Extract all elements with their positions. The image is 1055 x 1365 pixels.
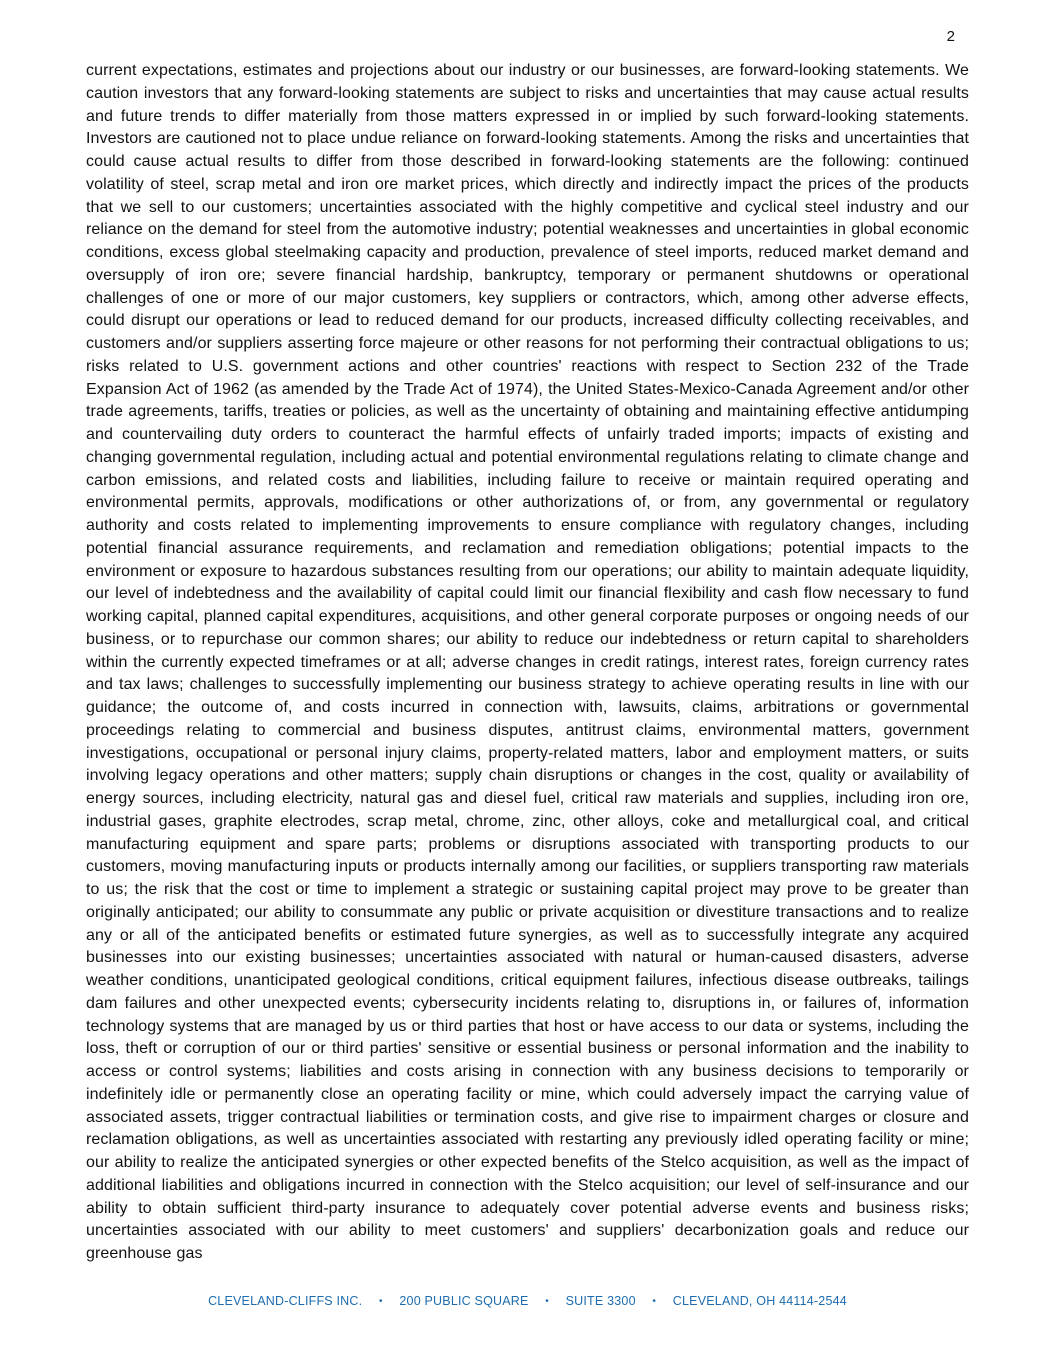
- footer-street-address: 200 PUBLIC SQUARE: [399, 1294, 529, 1308]
- footer-company-name: CLEVELAND-CLIFFS INC.: [208, 1294, 363, 1308]
- footer-suite: SUITE 3300: [565, 1294, 636, 1308]
- footer-bullet-separator: •: [545, 1296, 549, 1307]
- footer-city-state-zip: CLEVELAND, OH 44114-2544: [672, 1294, 847, 1308]
- page-number: 2: [946, 28, 955, 45]
- footer-bullet-separator: •: [379, 1296, 383, 1307]
- forward-looking-statements-paragraph: current expectations, estimates and projections about our industry or our businesses, are forward-looking statements. We caution investors that any forward-looking statements are subject to risks and uncertainties that may cause actual results and future trends to differ materially from those matters expressed in or implied by such forward-looking statements. Investors are cautioned not to place undue reliance on forward-looking statements. Among the risks and uncertainties that could cause actual results to differ from those described in forward-looking statements are the following: continued volatility of steel, scrap metal and iron ore market prices, which directly and indirectly impact the prices of the products that we sell to our customers; uncertainties associated with the highly competitive and cyclical steel industry and our reliance on the demand for steel from the automotive industry; potential weaknesses and uncertainties in global economic conditions, excess global steelmaking capacity and production, prevalence of steel imports, reduced market demand and oversupply of iron ore; severe financial hardship, bankruptcy, temporary or permanent shutdowns or operational challenges of one or more of our major customers, key suppliers or contractors, which, among other adverse effects, could disrupt our operations or lead to reduced demand for our products, increased difficulty collecting receivables, and customers and/or suppliers asserting force majeure or other reasons for not performing their contractual obligations to us; risks related to U.S. government actions and other countries' reactions with respect to Section 232 of the Trade Expansion Act of 1962 (as amended by the Trade Act of 1974), the United States-Mexico-Canada Agreement and/or other trade agreements, tariffs, treaties or policies, as well as the uncertainty of obtaining and maintaining effective antidumping and countervailing duty orders to counteract the harmful effects of unfairly traded imports; impacts of existing and changing governmental regulation, including actual and potential environmental regulations relating to climate change and carbon emissions, and related costs and liabilities, including failure to receive or maintain required operating and environmental permits, approvals, modifications or other authorizations of, or from, any governmental or regulatory authority and costs related to implementing improvements to ensure compliance with regulatory changes, including potential financial assurance requirements, and reclamation and remediation obligations; potential impacts to the environment or exposure to hazardous substances resulting from our operations; our ability to maintain adequate liquidity, our level of indebtedness and the availability of capital could limit our financial flexibility and cash flow necessary to fund working capital, planned capital expenditures, acquisitions, and other general corporate purposes or ongoing needs of our business, or to repurchase our common shares; our ability to reduce our indebtedness or return capital to shareholders within the currently expected timeframes or at all; adverse changes in credit ratings, interest rates, foreign currency rates and tax laws; challenges to successfully implementing our business strategy to achieve operating results in line with our guidance; the outcome of, and costs incurred in connection with, lawsuits, claims, arbitrations or governmental proceedings relating to commercial and business disputes, antitrust claims, environmental matters, government investigations, occupational or personal injury claims, property-related matters, labor and employment matters, or suits involving legacy operations and other matters; supply chain disruptions or changes in the cost, quality or availability of energy sources, including electricity, natural gas and diesel fuel, critical raw materials and supplies, including iron ore, industrial gases, graphite electrodes, scrap metal, chrome, zinc, other alloys, coke and metallurgical coal, and critical manufacturing equipment and spare parts; problems or disruptions associated with transporting products to our customers, moving manufacturing inputs or products internally among our facilities, or suppliers transporting raw materials to us; the risk that the cost or time to implement a strategic or sustaining capital project may prove to be greater than originally anticipated; our ability to consummate any public or private acquisition or divestiture transactions and to realize any or all of the anticipated benefits or estimated future synergies, as well as to successfully integrate any acquired businesses into our existing businesses; uncertainties associated with natural or human-caused disasters, adverse weather conditions, unanticipated geological conditions, critical equipment failures, infectious disease outbreaks, tailings dam failures and other unexpected events; cybersecurity incidents relating to, disruptions in, or failures of, information technology systems that are managed by us or third parties that host or have access to our data or systems, including the loss, theft or corruption of our or third parties' sensitive or essential business or personal information and the inability to access or control systems; liabilities and costs arising in connection with any business decisions to temporarily or indefinitely idle or permanently close an operating facility or mine, which could adversely impact the carrying value of associated assets, trigger contractual liabilities or termination costs, and give rise to impairment charges or closure and reclamation obligations, as well as uncertainties associated with restarting any previously idled operating facility or mine; our ability to realize the anticipated synergies or other expected benefits of the Stelco acquisition, as well as the impact of additional liabilities and obligations incurred in connection with the Stelco acquisition; our level of self-insurance and our ability to obtain sufficient third-party insurance to adequately cover potential adverse events and business risks; uncertainties associated with our ability to meet customers' and suppliers' decarbonization goals and reduce our greenhouse gas: [86, 62, 969, 1262]
- footer-bullet-separator: •: [652, 1296, 657, 1307]
- footer: [0, 1294, 1055, 1308]
